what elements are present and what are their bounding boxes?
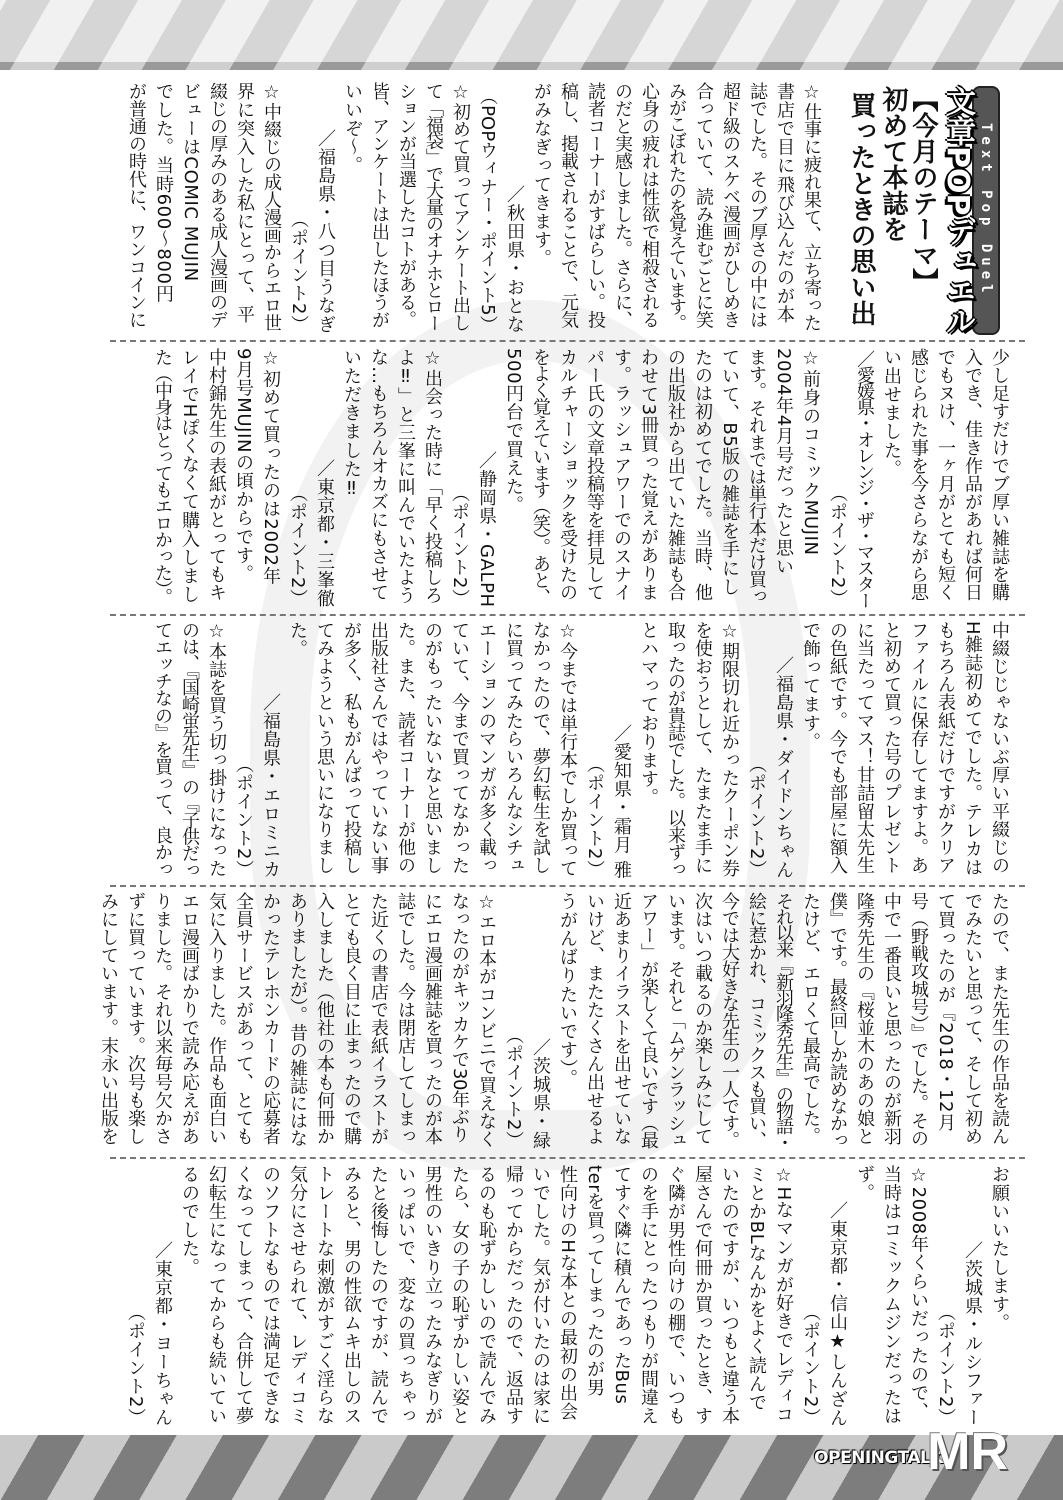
letter-attribution: （ポイント2）: [584, 755, 605, 879]
letter-text-line: みがこぼれたのを覚えています。: [666, 82, 687, 332]
letter-text-line: 2004年4月号だったと思い: [773, 348, 794, 576]
letter-text-line: います。それと「ムゲンラッシュ: [665, 892, 686, 1149]
letter-text-line: かったテレホンカードの応募者: [260, 892, 281, 1146]
letter-text-line: な…もちろんオカズにもさせて: [368, 348, 389, 602]
letter-text-line: でみたいと思って、そして初め: [962, 892, 983, 1146]
letter-text-line: みにしています。末永い出版を: [98, 892, 119, 1146]
letter-text-line: 誌でした。そのブ厚さの中には: [747, 82, 768, 329]
letter-text-line: を使おうとして、たまたま手に: [692, 621, 713, 875]
letter-attribution: （ポイント2）: [746, 755, 767, 879]
letter-text-line: たと後悔したのですが、読んで: [368, 1165, 389, 1426]
theme-line-2: 買ったときの思い出: [846, 92, 876, 326]
divider: [110, 1157, 1025, 1159]
letter-attribution: ／静岡県・GALPH: [476, 451, 497, 608]
letter-text-line: パー氏の文章投稿等を拝見して: [584, 348, 605, 602]
divider: [110, 614, 1025, 616]
letter-text-line: いたのですが、いつもと違う本: [719, 1165, 740, 1426]
letter-text-line: るのでした。: [179, 1165, 200, 1277]
letters-row-5: [122, 1165, 1013, 1427]
letter-text-line: 綴じの厚みのある成人漫画のデ: [207, 82, 228, 329]
letter-text-line: 9月号MUJINの頃からです。: [233, 348, 254, 584]
letter-text-line: たのは初めてでした。当時、他: [692, 348, 713, 602]
letter-text-line: で飾ってます。: [800, 621, 821, 752]
corner-title: 文章POPデュエル: [940, 86, 975, 336]
letter-text-line: 気分にさせられて、レディコミ: [287, 1165, 308, 1426]
letter-text-line: 隆秀先生の『桜並木のあの娘と: [854, 892, 875, 1146]
letter-text-line: てみようという思いになりまし: [314, 621, 335, 875]
letter-text-line: りました。それ以来毎号欠かさ: [152, 892, 173, 1146]
letter-text-line: た。: [287, 621, 308, 659]
letter-text-line: す。ラッシュアワーでのスナイ: [611, 348, 632, 602]
letter-text-line: ☆出会った時に「早く投稿しろ: [422, 348, 443, 605]
letter-text-line: ます。それまでは単行本だけ買っ: [746, 348, 767, 605]
letter-text-line: とハマっております。: [638, 621, 659, 807]
letter-attribution: （ポイント2）: [449, 484, 470, 608]
letter-text-line: 中村錦先生の表紙がとってもキ: [206, 348, 227, 602]
letters-row-2: [149, 348, 1013, 608]
letter-text-line: のを手にとったつもりが間違え: [638, 1165, 659, 1426]
letter-text-line: くなってしまって、合併して夢: [233, 1165, 254, 1426]
letter-text-line: エーションのマンガが多く載っ: [476, 621, 497, 875]
letter-text-line: 近あまりイラストを出せていな: [611, 892, 632, 1146]
letter-text-line: のは、『国崎蛍先生』の『子供だっ: [179, 621, 200, 878]
letter-text-line: ☆2008年くらいだったので、: [908, 1165, 929, 1421]
letter-text-line: お願いいたします。: [989, 1165, 1010, 1333]
letter-text-line: アワー」が楽しくて良いです（最: [638, 892, 659, 1149]
letter-text-line: をよく覚えています（笑）。あと、: [530, 348, 551, 605]
letter-attribution: ／茨城県・ルシファー: [962, 1241, 983, 1427]
letter-text-line: のがもったいないなと思いまし: [422, 621, 443, 875]
letter-attribution: ／福島県・八つ目うなぎ: [315, 129, 336, 334]
letter-text-line: でもヌけ、一ヶ月がとても短く: [935, 348, 956, 602]
letter-text-line: 読者コーナーがすばらしい。投: [585, 82, 606, 329]
corner-title-block: [840, 78, 1010, 340]
letter-text-line: のソフトなものでは満足できな: [260, 1165, 281, 1426]
letter-text-line: と初めて買った号のプレゼント: [881, 621, 902, 875]
letter-text-line: 当時はコミックムジンだったは: [881, 1165, 902, 1426]
letter-text-line: なったのがキッカケで30年ぶり: [449, 892, 470, 1143]
letter-attribution: （ポイント2）: [288, 210, 309, 334]
letter-text-line: に買ってみたらいろんなシチュ: [503, 621, 524, 875]
letter-text-line: て買ったのが『2018・12月: [935, 892, 956, 1132]
letter-attribution: （ポイント2）: [125, 1303, 146, 1427]
letter-text-line: 僕』です。最終回しか読めなかっ: [827, 892, 848, 1149]
letter-text-line: ファイルに保存してますよ。あ: [908, 621, 929, 875]
letter-text-line: 性向けのHな本との最初の出会: [557, 1165, 578, 1421]
letter-text-line: よ‼」と三峯に叫んでいたよう: [395, 348, 416, 605]
letter-text-line: カルチャーショックを受けたの: [557, 348, 578, 602]
letter-text-line: ☆初めて買ったのは2002年: [260, 348, 281, 586]
letter-attribution: （ポイント2）: [287, 484, 308, 608]
letter-text-line: のだと実感しました。さらに、: [612, 82, 633, 329]
letter-text-line: ていて、B5版の雑誌を手にし: [719, 348, 740, 597]
letter-text-line: ☆期限切れ近かったクーポン券: [719, 621, 740, 878]
letter-text-line: が多く、私もがんばって投稿し: [341, 621, 362, 875]
corner-subtitle: Text Pop Duel: [972, 86, 1000, 335]
letter-text-line: にエロ漫画雑誌を買ったのが本: [422, 892, 443, 1146]
letter-text-line: 誌でした。今は閉店してしまっ: [395, 892, 416, 1146]
letter-text-line: の色紙です。今でも部屋に額入: [827, 621, 848, 875]
letter-text-line: 書店で目に飛び込んだのが本: [774, 82, 795, 324]
letter-text-line: 心身の疲れは性欲で相殺される: [639, 82, 660, 329]
letter-text-line: たので、また先生の作品を読ん: [989, 892, 1010, 1146]
letter-text-line: 気に入りました。作品も面白い: [206, 892, 227, 1146]
letter-text-line: てエッチなの』を買って、良かっ: [152, 621, 173, 878]
letter-text-line: 絵に惹かれ、コミックスも買い、: [746, 892, 767, 1149]
letter-text-line: みると、男の性欲ムキ出しのス: [341, 1165, 362, 1426]
letter-text-line: なかったので、夢幻転生を試し: [530, 621, 551, 875]
letter-text-line: 界に突入した私にとって、平: [234, 82, 255, 324]
letter-text-line: レイでHぽくなくて購入しまし: [179, 348, 200, 604]
letter-attribution: ／東京都・信山★しんざん: [827, 1200, 848, 1427]
letter-text-line: 稿し、掲載されることで、元気: [558, 82, 579, 329]
theme-label: 【今月のテーマ】初めて本誌を: [878, 86, 938, 294]
letter-text-line: たけど、エロくて最高でした。: [800, 892, 821, 1146]
letter-attribution: （ポイント2）: [827, 484, 848, 608]
letter-text-line: でした。当時600～800円: [153, 82, 174, 304]
letter-text-line: ☆前身のコミックMUJIN: [800, 348, 821, 556]
letter-text-line: て「福袋」で大量のオナホとロー: [423, 82, 444, 332]
letter-text-line: ションが当選したコトがある。: [396, 82, 417, 329]
letter-text-line: 少し足すだけでブ厚い雑誌を購: [989, 348, 1010, 602]
letter-text-line: わせて3冊買った覚えがありま: [638, 348, 659, 602]
letter-text-line: ☆今までは単行本でしか買って: [557, 621, 578, 878]
letter-attribution: ／愛媛県・オレンジ・ザ・マスター: [854, 350, 875, 608]
letter-text-line: ☆Hなマンガが好きでレディコ: [773, 1165, 794, 1424]
letter-attribution: ／茨城県・緑: [530, 1038, 551, 1150]
letter-attribution: （ポイント2）: [800, 1303, 821, 1427]
letter-text-line: いけど、またたくさん出せるよ: [584, 892, 605, 1146]
letter-text-line: 今では大好きな先生の一人です。: [719, 892, 740, 1149]
letter-text-line: 取ったのが貴誌でした。以来ずっ: [665, 621, 686, 878]
letter-text-line: の出版社から出ていた雑誌も合: [665, 348, 686, 602]
letter-text-line: 中綴じじゃないぶ厚い平綴じの: [989, 621, 1010, 875]
letter-text-line: ず。: [854, 1165, 875, 1203]
top-stripe-band: [0, 0, 1063, 70]
letter-text-line: 500円台で買えた。: [503, 348, 524, 515]
letter-text-line: た。また、読者コーナーが他の: [395, 621, 416, 875]
letter-text-line: いでした。気が付いたのは家に: [530, 1165, 551, 1426]
letter-text-line: 屋さんで何冊か買ったとき、す: [692, 1165, 713, 1426]
letter-text-line: 中で一番良いと思ったのが新羽: [881, 892, 902, 1146]
letter-attribution: ／東京都・ヨーちゃん: [152, 1241, 173, 1427]
letter-text-line: エロ漫画ばかりで読み応えがあ: [179, 892, 200, 1146]
section-label: OPENINGTALK: [814, 1448, 943, 1468]
letter-text-line: 帰ってからだったので、返品す: [503, 1165, 524, 1426]
letter-text-line: ☆仕事に疲れ果て、立ち寄った: [801, 82, 822, 332]
letter-text-line: 合っていて、読み進むごとに笑: [693, 82, 714, 329]
letter-text-line: ありましたが）。昔の雑誌にはな: [287, 892, 308, 1148]
letter-attribution: （POPウィナー・ポイント5）: [477, 87, 498, 334]
letters-row-3: [149, 621, 1013, 879]
letter-text-line: がみなぎってきます。: [531, 82, 552, 268]
letter-text-line: 皆、アンケートは出したほうが: [369, 82, 390, 329]
letter-text-line: た近くの書店で表紙イラストが: [368, 892, 389, 1146]
letter-text-line: 男性のいきり立ったみなぎりが: [422, 1165, 443, 1426]
letter-text-line: に当たってマス！甘詰留太先生: [854, 621, 875, 875]
letter-attribution: ／秋田県・おとな: [504, 185, 525, 334]
divider: [110, 340, 1025, 342]
letter-text-line: ビューはCOMIC MUJIN: [180, 82, 201, 282]
letter-text-line: いっぱいで、変なの買っちゃっ: [395, 1165, 416, 1426]
letter-text-line: 入でき、佳き作品があれば何日: [962, 348, 983, 602]
letter-text-line: いいぞ～。: [342, 82, 363, 175]
letter-text-line: ミとかBLなんかをよく読んで: [746, 1165, 767, 1412]
letter-text-line: ずに買っています。次号も楽し: [125, 892, 146, 1146]
letter-text-line: ていて、今まで買ってなかった: [449, 621, 470, 875]
letter-text-line: とても良く目に止まったので購: [341, 892, 362, 1146]
divider: [110, 885, 1025, 887]
letter-text-line: ☆本誌を買う切っ掛けになった: [206, 621, 227, 878]
letter-text-line: terを買ってしまったのが男: [584, 1165, 605, 1397]
letter-text-line: 入しました（他社の本も何冊か: [314, 892, 335, 1146]
letter-text-line: 出版社さんではやっていない事: [368, 621, 389, 875]
letter-attribution: ／愛知県・霜月 雅: [611, 723, 632, 879]
letter-text-line: トレートな刺激がすごく淫らな: [314, 1165, 335, 1426]
magazine-logo: MR: [927, 1423, 1008, 1481]
letter-text-line: るのも恥ずかしいので読んでみ: [476, 1165, 497, 1426]
letter-attribution: ／東京都・三峯徹: [314, 459, 335, 608]
letter-text-line: 全員サービスがあって、とても: [233, 892, 254, 1146]
letter-text-line: うがんばりたいです）。: [557, 892, 578, 1088]
letter-text-line: てすぐ隣に積んであったBus: [611, 1165, 632, 1405]
letter-text-line: 感じられた事を今さらながら思: [908, 348, 929, 602]
letter-text-line: 次はいつ載るのか楽しみにして: [692, 892, 713, 1146]
letter-text-line: い出せました。: [881, 348, 902, 479]
letter-attribution: （ポイント2）: [935, 1303, 956, 1427]
letter-attribution: （ポイント2）: [503, 1026, 524, 1150]
letter-text-line: それ以来『新羽隆秀先生』の物語・: [773, 892, 794, 1150]
letter-attribution: ／福島県・ダイドンちゃん: [773, 655, 794, 879]
letters-row-1: [123, 82, 825, 334]
letter-text-line: ぐ隣が男性向けの棚で、いつも: [665, 1165, 686, 1426]
letter-text-line: たら、女の子の恥ずかしい姿と: [449, 1165, 470, 1426]
letter-text-line: が普通の時代に、ワンコインに: [126, 82, 147, 329]
letter-text-line: た（中身はとってもエロかった）。: [152, 348, 173, 605]
letter-text-line: ☆初めて買ってアンケート出し: [450, 82, 471, 332]
letter-attribution: （ポイント2）: [233, 755, 254, 879]
letter-attribution: ／福島県・エロミニカ: [260, 693, 281, 879]
letter-text-line: ☆中綴じの成人漫画からエロ世: [261, 82, 282, 332]
letter-text-line: 号（野戦攻城号）』でした。その: [908, 892, 929, 1148]
letters-row-4: [95, 892, 1013, 1150]
letter-text-line: ☆エロ本がコンビニで買えなく: [476, 892, 497, 1149]
letter-text-line: いただきました‼: [341, 348, 362, 500]
letter-text-line: 幻転生になってからも続いてい: [206, 1165, 227, 1426]
letter-text-line: H雑誌初めてでした。テレカは: [962, 621, 983, 877]
letter-text-line: もちろん表紙だけですがクリア: [935, 621, 956, 875]
letter-text-line: 超ド級のスケベ漫画がひしめき: [720, 82, 741, 329]
